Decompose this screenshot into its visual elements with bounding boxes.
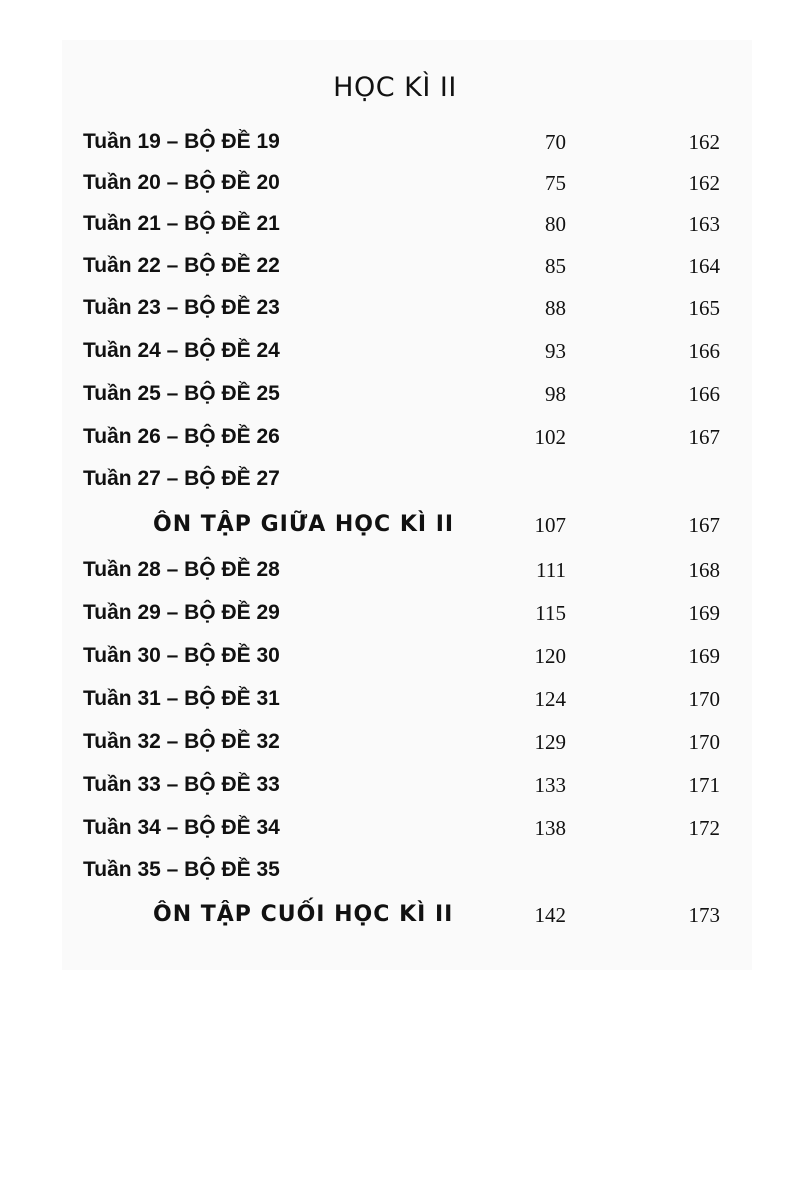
toc-row (0, 770, 800, 800)
toc-row-page-1: 124 (534, 687, 566, 711)
toc-row-label: Tuần 31 – BỘ ĐỀ 31 (83, 687, 280, 710)
toc-row-label: Tuần 19 – BỘ ĐỀ 19 (83, 130, 280, 153)
toc-row-label: Tuần 32 – BỘ ĐỀ 32 (83, 730, 280, 753)
toc-row (0, 727, 800, 757)
toc-row-page-2: 163 (688, 212, 720, 236)
toc-row-page-1: 115 (535, 601, 566, 625)
toc-row-page-1: 80 (545, 212, 566, 236)
toc-row (0, 855, 800, 885)
toc-row (0, 336, 800, 366)
toc-row-page-2: 168 (688, 558, 720, 582)
toc-row-page-1: 70 (545, 130, 566, 154)
toc-review-label: ÔN TẬP GIỮA HỌC KÌ II (153, 512, 455, 537)
toc-row-label: Tuần 26 – BỘ ĐỀ 26 (83, 425, 280, 448)
toc-row-page-2: 170 (688, 687, 720, 711)
toc-row-label: Tuần 24 – BỘ ĐỀ 24 (83, 339, 280, 362)
toc-review-label: ÔN TẬP CUỐI HỌC KÌ II (153, 902, 454, 927)
toc-row-label: Tuần 29 – BỘ ĐỀ 29 (83, 601, 280, 624)
toc-row-page-1: 107 (534, 513, 566, 537)
toc-row-page-2: 169 (688, 601, 720, 625)
toc-row-page-2: 170 (688, 730, 720, 754)
toc-row (0, 209, 800, 239)
toc-row-page-2: 167 (688, 425, 720, 449)
toc-row-label: Tuần 35 – BỘ ĐỀ 35 (83, 858, 280, 881)
toc-row-page-2: 171 (688, 773, 720, 797)
toc-row-page-2: 162 (688, 130, 720, 154)
toc-row-label: Tuần 22 – BỘ ĐỀ 22 (83, 254, 280, 277)
toc-row (0, 422, 800, 452)
toc-row-page-2: 166 (688, 382, 720, 406)
toc-row-page-1: 102 (534, 425, 566, 449)
toc-row-page-2: 169 (688, 644, 720, 668)
toc-row-page-1: 111 (536, 558, 566, 582)
toc-row (0, 598, 800, 628)
toc-row-page-1: 85 (545, 254, 566, 278)
toc-row-page-1: 133 (534, 773, 566, 797)
toc-row (0, 251, 800, 281)
toc-row (0, 555, 800, 585)
toc-row-label: Tuần 23 – BỘ ĐỀ 23 (83, 296, 280, 319)
toc-row-label: Tuần 34 – BỘ ĐỀ 34 (83, 816, 280, 839)
toc-row (0, 168, 800, 198)
toc-row-label: Tuần 33 – BỘ ĐỀ 33 (83, 773, 280, 796)
toc-row (0, 464, 800, 494)
toc-row-page-1: 142 (534, 903, 566, 927)
toc-row-page-1: 88 (545, 296, 566, 320)
toc-row-page-1: 98 (545, 382, 566, 406)
toc-row (0, 127, 800, 157)
toc-row-label: Tuần 30 – BỘ ĐỀ 30 (83, 644, 280, 667)
toc-row-page-2: 166 (688, 339, 720, 363)
toc-row (0, 684, 800, 714)
section-title: HỌC KÌ II (333, 72, 457, 103)
toc-row (0, 379, 800, 409)
toc-row-page-1: 129 (534, 730, 566, 754)
toc-row-page-2: 162 (688, 171, 720, 195)
toc-row-page-1: 75 (545, 171, 566, 195)
toc-row (0, 813, 800, 843)
toc-row-page-2: 167 (688, 513, 720, 537)
toc-row-page-2: 165 (688, 296, 720, 320)
toc-row-page-1: 138 (534, 816, 566, 840)
toc-row-page-1: 120 (534, 644, 566, 668)
toc-review-row (0, 510, 800, 540)
toc-row-page-1: 93 (545, 339, 566, 363)
toc-review-row (0, 900, 800, 930)
toc-row-page-2: 173 (688, 903, 720, 927)
toc-row-label: Tuần 25 – BỘ ĐỀ 25 (83, 382, 280, 405)
toc-row (0, 641, 800, 671)
toc-row-page-2: 164 (688, 254, 720, 278)
toc-row-label: Tuần 28 – BỘ ĐỀ 28 (83, 558, 280, 581)
toc-row-label: Tuần 27 – BỘ ĐỀ 27 (83, 467, 280, 490)
toc-row-page-2: 172 (688, 816, 720, 840)
toc-row-label: Tuần 21 – BỘ ĐỀ 21 (83, 212, 280, 235)
toc-row (0, 293, 800, 323)
toc-row-label: Tuần 20 – BỘ ĐỀ 20 (83, 171, 280, 194)
